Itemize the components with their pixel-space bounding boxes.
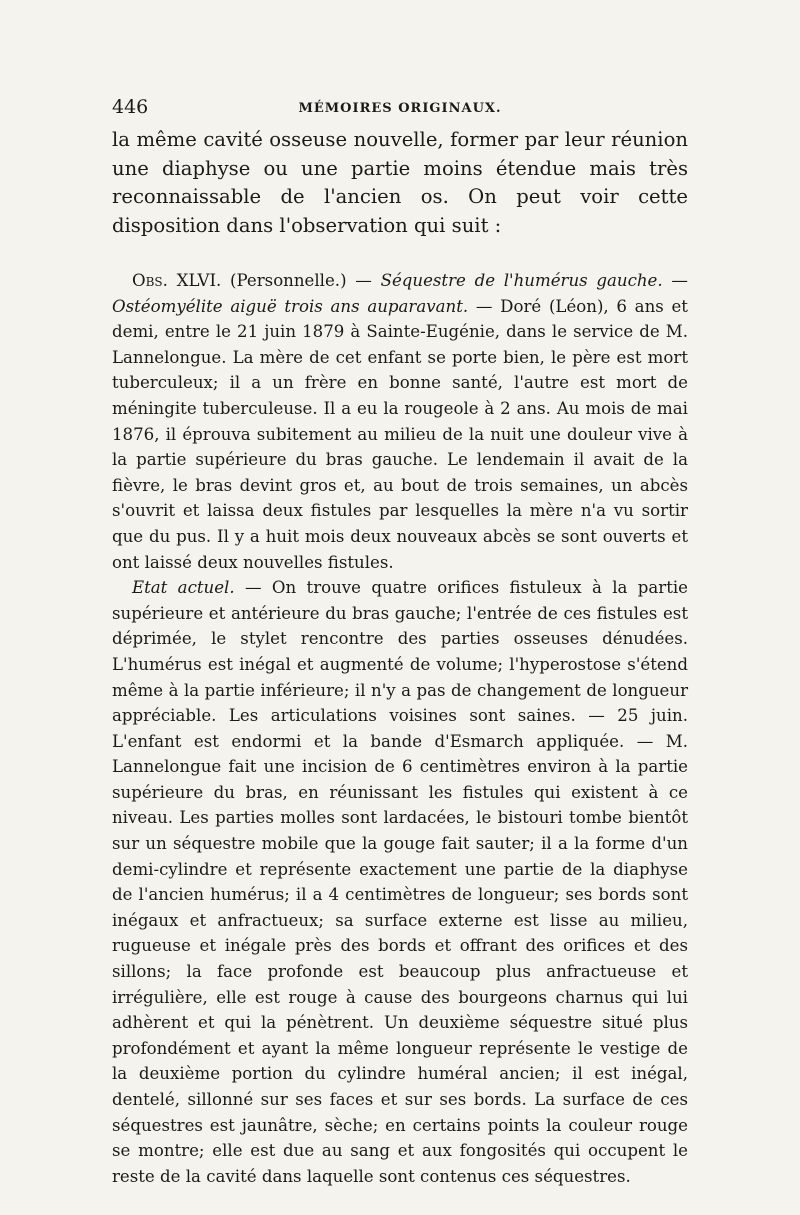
observation-source: (Personnelle.) — bbox=[230, 271, 372, 290]
etat-actuel-label: Etat actuel. bbox=[132, 578, 235, 598]
observation-text: — Doré (Léon), 6 ans et demi, entre le 21 juin 1879 à Sainte-Eugénie, dans le service de M. Lannelongue. La mère de cet enfant se porte bien, le père est mort tuberculeux; il a un frère en bonne santé, l'autre est mort de méningite tuberculeuse. Il a eu la rougeole à 2 ans. Au mois de mai 1876, il éprouva subitement au milieu de la nuit une douleur vive à la partie supérieure du bras gauche. Le lendemain il avait de la fièvre, le bras devint gros et, au bout de trois semaines, un abcès s'ouvrit et laissa deux fistules par lesquelles la mère n'a vu sortir que du pus. Il y a huit mois deux nouveaux abcès se sont ouverts et ont laissé deux nouvelles fistules. bbox=[112, 296, 688, 572]
etat-actuel-paragraph bbox=[112, 575, 688, 1189]
page-header bbox=[112, 92, 688, 126]
observation-number: Obs. XLVI. bbox=[132, 271, 222, 290]
etat-actuel-text: — On trouve quatre orifices fistuleux à la partie supérieure et antérieure du bras gauche; l'entrée de ces fistules est déprimée, le stylet rencontre des parties osseuses dénudées. L'humérus est inégal et augmenté de volume; l'hyperostose s'étend même à la partie inférieure; il n'y a pas de changement de longueur appréciable. Les articulations voisines sont saines. — 25 juin. L'enfant est endormi et la bande d'Esmarch appliquée. — M. Lannelongue fait une incision de 6 centimètres environ à la partie supérieure du bras, en réunissant les fistules qui existent à ce niveau. Les parties molles sont lardacées, le bistouri tombe bientôt sur un séquestre mobile que la gouge fait sauter; il a la forme d'un demi-cylindre et représente exactement une partie de la diaphyse de l'ancien humérus; il a 4 centimètres de longueur; ses bords sont inégaux et anfractueux; sa surface externe est lisse au milieu, rugueuse et inégale près des bords et offrant des orifices et des sillons; la face profonde est beaucoup plus anfractueuse et irrégulière, elle est rouge à cause des bourgeons charnus qui lui adhèrent et qui la pénètrent. Un deuxième séquestre situé plus profondément et ayant la même longueur représente le vestige de la deuxième portion du cylindre huméral ancien; il est inégal, dentelé, sillonné sur ses faces et sur ses bords. La surface de ces séquestres est jaunâtre, sèche; en certains points la couleur rouge se montre; elle est due au sang et aux fongosités qui occupent le reste de la cavité dans laquelle sont contenus ces séquestres. bbox=[112, 578, 688, 1186]
book-page bbox=[112, 92, 688, 1189]
intro-paragraph: la même cavité osseuse nouvelle, former par leur réunion une diaphyse ou une partie moins étendue mais très reconnaissable de l'ancien os. On peut voir cette disposition dans l'observation qui suit : bbox=[112, 128, 688, 237]
observation-title: Séquestre de l'humérus gauche. — Ostéomyélite aiguë trois ans auparavant. bbox=[112, 271, 688, 316]
running-title: MÉMOIRES ORIGINAUX. bbox=[298, 101, 502, 116]
observation-paragraph bbox=[112, 268, 688, 575]
page-number: 446 bbox=[112, 96, 149, 118]
